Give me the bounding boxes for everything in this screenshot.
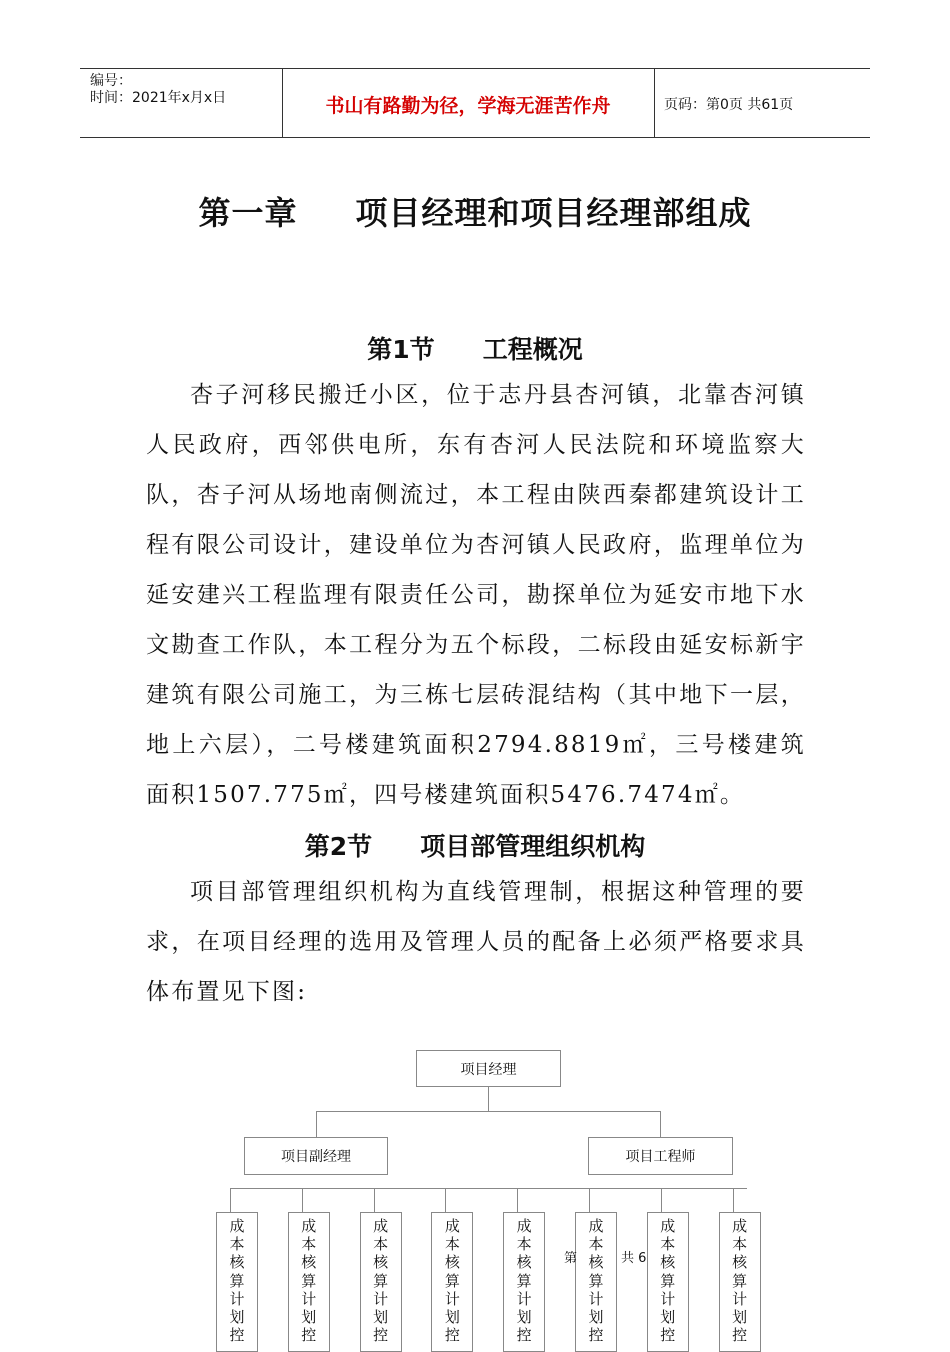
org-node-deputy-manager: 项目副经理: [244, 1137, 388, 1175]
org-connector: [230, 1188, 747, 1189]
org-node-cost-control: 成 本 核 算 计 划 控: [288, 1212, 330, 1352]
section-number: 第1节: [367, 335, 435, 364]
org-node-cost-control: 成 本 核 算 计 划 控: [647, 1212, 689, 1352]
footer-total-fragment: 共 6: [621, 1251, 647, 1266]
section-heading: [0, 827, 950, 863]
org-connector: [661, 1188, 662, 1212]
org-connector: [445, 1188, 446, 1212]
org-node-engineer: 项目工程师: [588, 1137, 733, 1175]
footer-page-fragment: 第: [564, 1251, 578, 1266]
org-connector: [589, 1188, 590, 1212]
page-header: [80, 68, 870, 138]
page-info: 页码：第0页 共61页: [664, 97, 794, 113]
section-paragraph: 杏子河移民搬迁小区，位于志丹县杏河镇，北靠杏河镇人民政府，西邻供电所，东有杏河人民法院和环境监察大队，杏子河从场地南侧流过，本工程由陕西秦都建筑设计工程有限公司设计，建设单位为杏河镇人民政府，监理单位为延安建兴工程监理有限责任公司，勘探单位为延安市地下水文勘查工作队，本工程分为五个标段，二标段由延安标新宇建筑有限公司施工，为三栋七层砖混结构（其中地下一层，地上六层），二号楼建筑面积2794.8819㎡，三号楼建筑面积1507.775㎡，四号楼建筑面积5476.7474㎡。: [146, 382, 806, 808]
org-node-cost-control: 成 本 核 算 计 划 控: [575, 1212, 617, 1352]
section-title: 项目部管理组织机构: [420, 832, 646, 861]
header-meta: [90, 73, 226, 107]
org-connector: [488, 1087, 489, 1111]
org-node-cost-control: 成 本 核 算 计 划 控: [719, 1212, 761, 1352]
org-connector: [517, 1188, 518, 1212]
org-node-cost-control: 成 本 核 算 计 划 控: [360, 1212, 402, 1352]
serial-label: 编号：: [90, 73, 132, 89]
chapter-title: [0, 188, 950, 234]
org-node-manager: 项目经理: [416, 1050, 561, 1087]
org-connector: [660, 1111, 661, 1137]
chapter-number: 第一章: [198, 194, 298, 232]
org-connector: [302, 1188, 303, 1212]
time-label: 时间：2021年x月x日: [90, 90, 227, 106]
org-connector: [374, 1188, 375, 1212]
org-node-cost-control: 成 本 核 算 计 划 控: [431, 1212, 473, 1352]
header-divider: [654, 69, 655, 137]
org-connector: [316, 1111, 317, 1137]
org-connector: [316, 1111, 661, 1112]
section-number: 第2节: [304, 832, 373, 861]
org-connector: [230, 1188, 231, 1212]
section-heading: [0, 330, 950, 366]
header-motto: 书山有路勤为径，学海无涯苦作舟: [325, 95, 611, 117]
section-title: 工程概况: [482, 335, 583, 364]
org-node-cost-control: 成 本 核 算 计 划 控: [216, 1212, 258, 1352]
chapter-name: 项目经理和项目经理部组成: [355, 194, 752, 232]
section-paragraph: 项目部管理组织机构为直线管理制，根据这种管理的要求，在项目经理的选用及管理人员的配备上必须严格要求具体布置见下图:: [146, 879, 806, 1005]
org-node-cost-control: 成 本 核 算 计 划 控: [503, 1212, 545, 1352]
org-connector: [733, 1188, 734, 1212]
